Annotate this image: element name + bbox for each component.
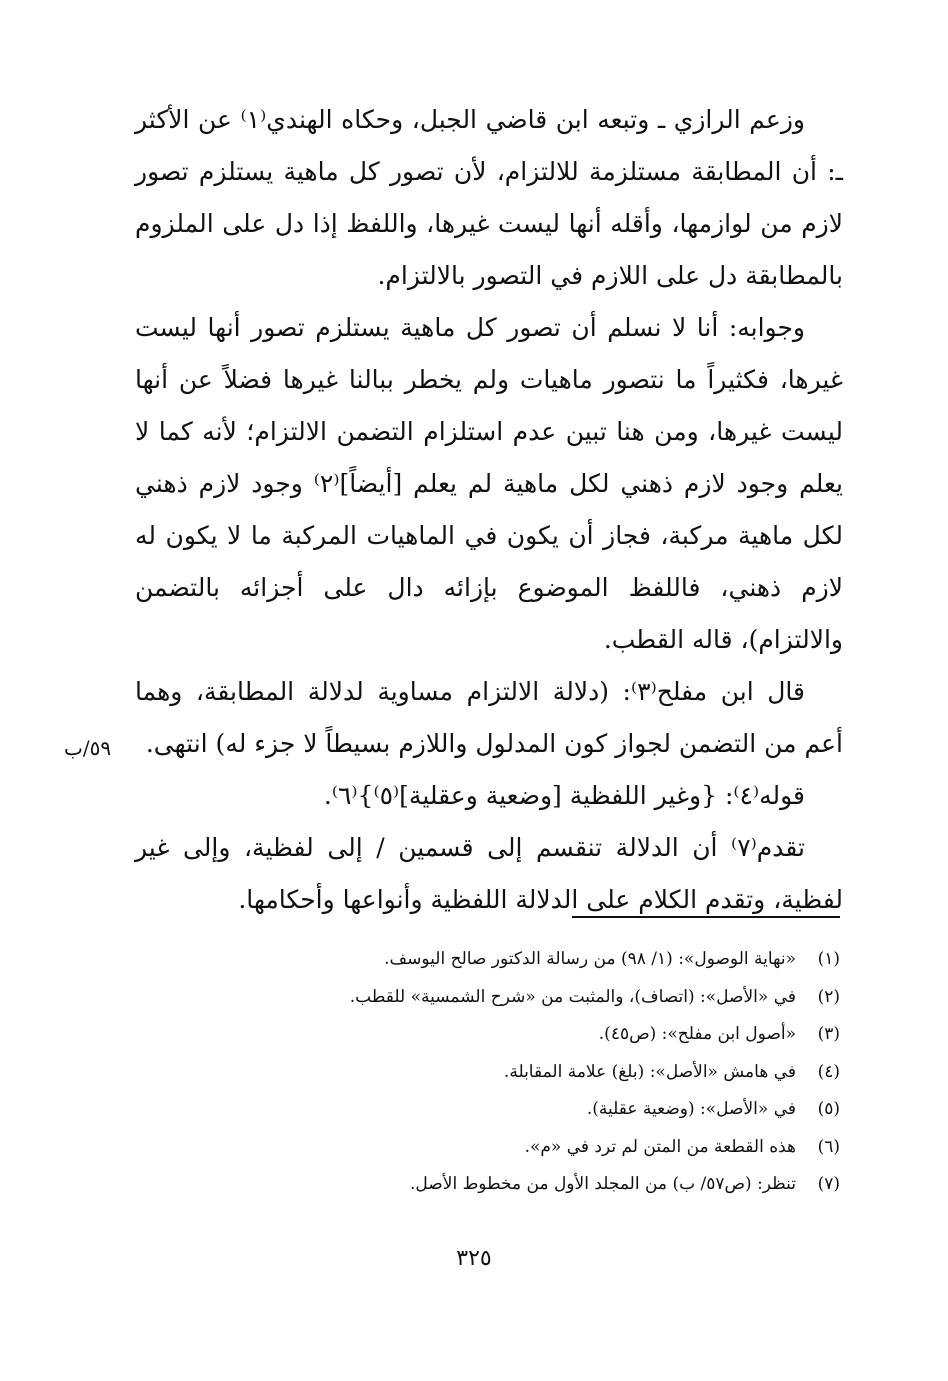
footnote-text: هذه القطعة من المتن لم ترد في «م». xyxy=(524,1136,796,1157)
footnote-item xyxy=(300,979,840,1017)
footnote-number: (١) xyxy=(817,949,840,969)
paragraph-1: وزعم الرازي ـ وتبعه ابن قاضي الجبل، وحكاه الهندي⁽١⁾ عن الأكثر ـ: أن المطابقة مستلزمة للالتزام، لأن تصور كل ماهية يستلزم تصور لازم من لوازمها، وأقله أنها ليست غيرها، واللفظ إذا دل على الملزوم بالمطابقة دل على اللازم في التصور بالالتزام. xyxy=(135,105,843,290)
footnote-item xyxy=(300,1091,840,1129)
paragraph-5: تقدم⁽٧⁾ أن الدلالة تنقسم إلى قسمين / إلى لفظية، وإلى غير لفظية، وتقدم الكلام على الدلالة اللفظية وأنواعها وأحكامها. xyxy=(135,833,843,914)
footnote-divider xyxy=(572,916,840,918)
footnote-item xyxy=(300,941,840,979)
footnote-item xyxy=(300,1129,840,1167)
paragraph-3: قال ابن مفلح⁽٣⁾: (دلالة الالتزام مساوية لدلالة المطابقة، وهما أعم من التضمن لجواز كون المدلول واللازم بسيطاً لا جزء له) انتهى. xyxy=(135,677,843,758)
footnote-item xyxy=(300,1166,840,1204)
footnote-number: (٢) xyxy=(817,986,840,1007)
paragraph-4: قوله⁽٤⁾: {وغير اللفظية [وضعية وعقلية]⁽٥⁾}⁽٦⁾. xyxy=(323,781,805,810)
footnote-text: في «الأصل»: (اتصاف)، والمثبت من «شرح الشمسية» للقطب. xyxy=(349,986,796,1007)
footnotes xyxy=(300,941,840,1204)
footnote-text: في هامش «الأصل»: (بلغ) علامة المقابلة. xyxy=(503,1061,796,1082)
footnote-text: «أصول ابن مفلح»: (ص٤٥). xyxy=(598,1024,796,1044)
paragraph-2: وجوابه: أنا لا نسلم أن تصور كل ماهية يستلزم تصور أنها ليست غيرها، فكثيراً ما نتصور ماهيات ولم يخطر ببالنا غيرها فضلاً عن أنها ليست غيرها، ومن هنا تبين عدم استلزام التضمن الالتزام؛ لأنه كما لا يعلم وجود لازم ذهني لكل ماهية لم يعلم [أيضاً]⁽٢⁾ وجود لازم ذهني لكل ماهية مركبة، فجاز أن يكون في الماهيات المركبة ما لا يكون له لازم ذهني، فاللفظ الموضوع بإزائه دال على أجزائه بالتضمن والالتزام)، قاله القطب. xyxy=(135,313,844,654)
footnote-number: (٤) xyxy=(817,1061,840,1082)
footnote-text: في «الأصل»: (وضعية عقلية). xyxy=(586,1099,796,1119)
footnote-item xyxy=(300,1016,840,1054)
footnote-text: «نهاية الوصول»: (١/ ٩٨) من رسالة الدكتور صالح اليوسف. xyxy=(384,949,796,969)
footnote-number: (٣) xyxy=(817,1024,840,1044)
page-number: ٣٢٥ xyxy=(456,1246,492,1271)
margin-folio-note: ٥٩/ب xyxy=(64,736,112,760)
footnote-number: (٧) xyxy=(817,1174,840,1194)
footnote-text: تنظر: (ص٥٧/ ب) من المجلد الأول من مخطوط الأصل. xyxy=(410,1174,796,1194)
main-text xyxy=(135,94,843,926)
footnote-item xyxy=(300,1054,840,1092)
footnote-number: (٥) xyxy=(817,1099,840,1119)
footnote-number: (٦) xyxy=(817,1136,840,1157)
